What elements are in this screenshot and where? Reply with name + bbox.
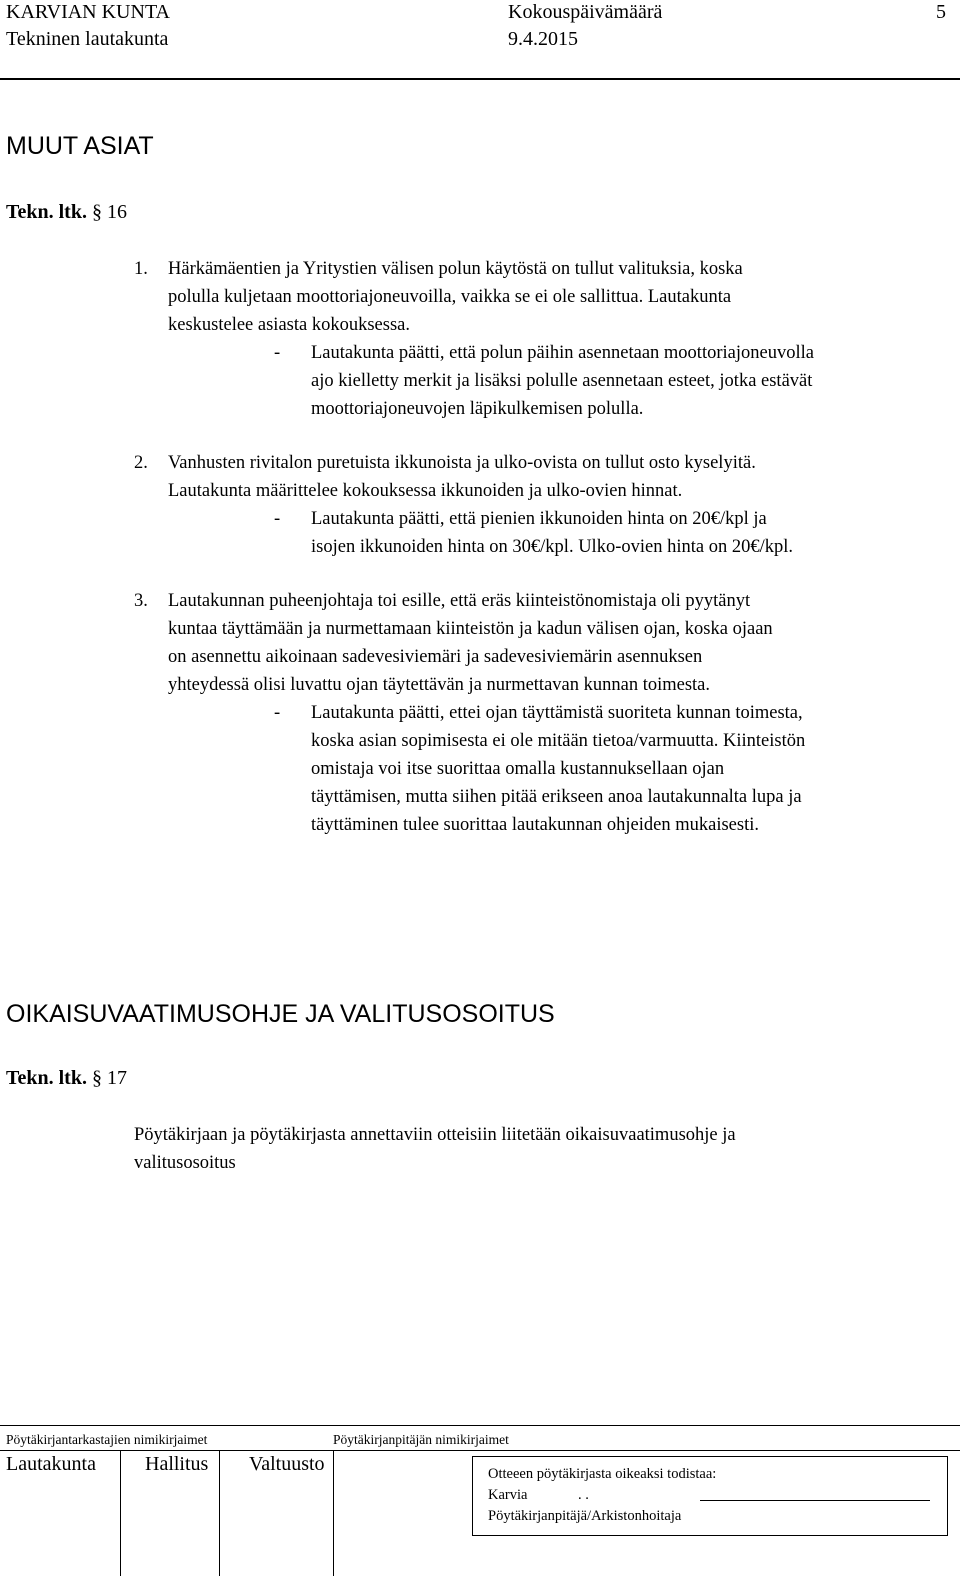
box-hallitus: Hallitus <box>145 1453 209 1475</box>
item-1-line-1: Härkämäentien ja Yritystien välisen polun käytöstä on tullut valituksia, koska <box>168 259 743 279</box>
item-1-decision-dash: - <box>274 343 281 363</box>
footer-rule-2 <box>0 1450 960 1451</box>
box-divider-3 <box>333 1450 334 1576</box>
section-ref-label: Tekn. ltk. <box>6 201 87 223</box>
item-3-decision-line-5: täyttäminen tulee suorittaa lautakunnan ohjeiden mukaisesti. <box>311 815 759 835</box>
section2-line-2: valitusosoitus <box>134 1153 236 1173</box>
item-2-decision-line-2: isojen ikkunoiden hinta on 30€/kpl. Ulko-ovien hinta on 20€/kpl. <box>311 537 793 557</box>
item-3-line-1: Lautakunnan puheenjohtaja toi esille, että eräs kiinteistönomistaja oli pyytänyt <box>168 591 751 611</box>
box-valtuusto: Valtuusto <box>249 1453 325 1475</box>
secretary-initials-label: Pöytäkirjanpitäjän nimikirjaimet <box>333 1432 509 1447</box>
date-label: Kokouspäivämäärä <box>508 1 663 23</box>
page-number: 5 <box>936 1 946 23</box>
item-2-line-1: Vanhusten rivitalon puretuista ikkunoista ja ulko-ovista on tullut osto kyselyitä. <box>168 453 756 473</box>
checkers-initials-label: Pöytäkirjantarkastajien nimikirjaimet <box>6 1432 208 1447</box>
section-number: 16 <box>106 201 127 223</box>
item-2-line-2: Lautakunta määrittelee kokouksessa ikkunoiden ja ulko-ovien hinnat. <box>168 481 683 501</box>
item-1-line-3: keskustelee asiasta kokouksessa. <box>168 315 410 335</box>
certify-role: Pöytäkirjanpitäjä/Arkistonhoitaja <box>488 1508 682 1524</box>
item-3-decision-line-2: koska asian sopimisesta ei ole mitään tietoa/varmuutta. Kiinteistön <box>311 731 806 751</box>
box-lautakunta: Lautakunta <box>6 1453 96 1475</box>
item-3-line-4: yhteydessä olisi luvattu ojan täytettävän ja nurmettavan kunnan toimesta. <box>168 675 711 695</box>
section2-line-1: Pöytäkirjaan ja pöytäkirjasta annettaviin otteisiin liitetään oikaisuvaatimusohje ja <box>134 1125 736 1145</box>
item-1-marker: 1. <box>134 259 148 279</box>
section-heading-muut-asiat: MUUT ASIAT <box>6 132 154 160</box>
item-1-decision-line-1: Lautakunta päätti, että polun päihin asennetaan moottoriajoneuvolla <box>311 343 814 363</box>
item-3-line-3: on asennettu aikoinaan sadevesiviemäri ja sadevesiviemärin asennuksen <box>168 647 703 667</box>
item-2-decision-dash: - <box>274 509 281 529</box>
item-1-decision-line-2: ajo kielletty merkit ja lisäksi polulle asennetaan esteet, jotka estävät <box>311 371 813 391</box>
item-1-line-2: polulla kuljetaan moottoriajoneuvoilla, vaikka se ei ole sallittua. Lautakunta <box>168 287 732 307</box>
box-divider-1 <box>120 1450 121 1576</box>
box-divider-2 <box>219 1450 220 1576</box>
section-symbol: § <box>91 1067 102 1089</box>
item-1-decision-line-3: moottoriajoneuvojen läpikulkemisen polulla. <box>311 399 644 419</box>
item-3-decision-line-3: omistaja voi itse suorittaa omalla kustannuksellaan ojan <box>311 759 725 779</box>
meeting-date: 9.4.2015 <box>508 28 578 50</box>
header-rule <box>0 78 960 80</box>
item-3-marker: 3. <box>134 591 148 611</box>
item-3-line-2: kuntaa täyttämään ja nurmettamaan kiinteistön ja kadun välisen ojan, koska ojaan <box>168 619 773 639</box>
item-3-decision-line-4: täyttämisen, mutta siihen pitää erikseen anoa lautakunnalta lupa ja <box>311 787 802 807</box>
item-2-decision-line-1: Lautakunta päätti, että pienien ikkunoiden hinta on 20€/kpl ja <box>311 509 767 529</box>
item-3-decision-line-1: Lautakunta päätti, ettei ojan täyttämistä suoriteta kunnan toimesta, <box>311 703 803 723</box>
committee-name: Tekninen lautakunta <box>6 28 169 50</box>
section-ref-label: Tekn. ltk. <box>6 1067 87 1089</box>
footer-rule <box>0 1425 960 1426</box>
section-heading-oikaisuvaatimus: OIKAISUVAATIMUSOHJE JA VALITUSOSOITUS <box>6 1000 555 1028</box>
certify-date-dots: . . <box>578 1487 589 1503</box>
section-symbol: § <box>91 201 102 223</box>
section-ref-17 <box>6 1067 127 1090</box>
section-ref-16 <box>6 201 127 224</box>
item-3-decision-dash: - <box>274 703 281 723</box>
certify-signature-line <box>700 1500 930 1501</box>
certify-place: Karvia <box>488 1487 528 1503</box>
org-name: KARVIAN KUNTA <box>6 1 171 23</box>
item-2-marker: 2. <box>134 453 148 473</box>
section-number: 17 <box>106 1067 127 1089</box>
certify-title: Otteeen pöytäkirjasta oikeaksi todistaa: <box>488 1466 717 1482</box>
